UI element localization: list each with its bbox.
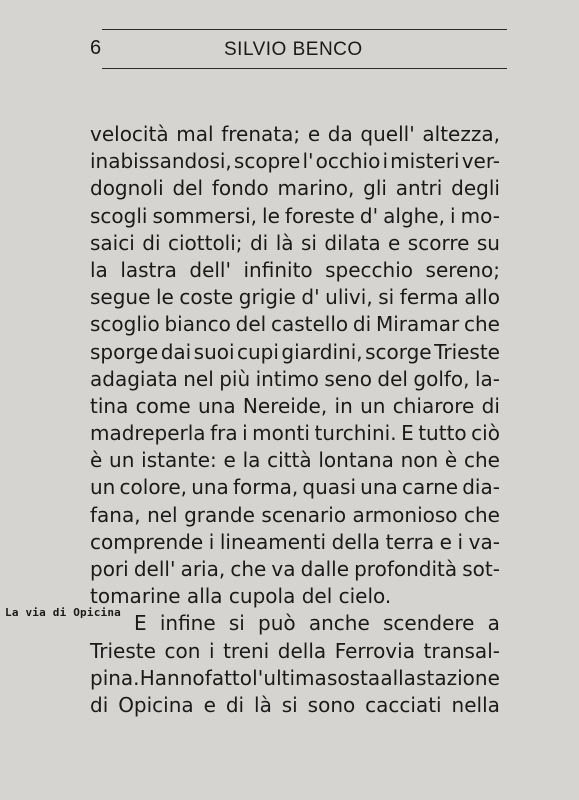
margin-note: La via di Opicina [5,606,121,619]
word: velocità [90,122,169,146]
word: va- [468,529,500,554]
word: sot- [462,557,500,581]
word: e [223,448,236,473]
word: sereno; [425,257,500,282]
word: chiarore [392,393,475,418]
text-line [90,610,500,637]
word: d' [301,285,320,310]
word: dognoli [90,176,164,201]
word: ferma [399,285,459,310]
word: più [219,366,251,391]
word: i [242,421,248,446]
word: ver- [461,149,500,174]
word: una [191,475,229,500]
word: di [225,692,245,717]
word: si [378,285,395,310]
word: scorge [365,339,432,364]
word: pori [90,557,129,581]
word: monti [252,421,310,446]
word: si [281,692,298,717]
word: del [377,366,408,391]
text-line [90,420,500,447]
word: sosta [326,665,381,690]
word: di [142,230,161,255]
word: fra [210,421,238,446]
text-line [90,692,500,719]
word: dalle [300,557,349,581]
word: va [271,557,296,581]
word: i [450,203,456,228]
word: la- [474,366,500,391]
word: giardini, [281,339,363,364]
word: dia- [462,475,500,500]
text-line: tomarine alla cupola del cielo. [90,584,392,609]
word: dilata [324,230,381,255]
word: le [155,285,174,310]
word: d' [359,203,379,228]
word: saici [90,230,135,255]
word: si [228,611,245,636]
word: ultima [263,665,327,690]
word: i [382,149,389,174]
word: di [249,230,269,255]
word: carne [401,475,459,500]
word: si [300,230,317,255]
word: coste [179,285,234,310]
word: non [400,448,439,473]
word: è [90,448,103,473]
word: antri [395,176,443,201]
text-line [90,556,500,583]
word: alghe, [383,203,445,228]
word: che [463,448,500,473]
word: di [481,393,500,418]
header-rule-bottom [102,68,507,69]
word: una [360,475,398,500]
word: tina [90,393,129,418]
word: e [307,122,321,146]
word: E [134,611,147,636]
word: è [444,448,458,473]
word: là [254,692,272,717]
word: E [401,421,414,446]
word: terra [385,529,435,554]
text-line [90,148,500,175]
word: gli [363,176,387,201]
word: golfo, [413,366,470,391]
word: le [262,203,280,228]
word: i [208,529,215,554]
word: alla [380,665,416,690]
word: grigie [238,285,296,310]
word: Trieste [90,638,156,663]
word: e [439,529,452,554]
text-line [90,230,500,257]
word: mo- [460,203,500,228]
word: può [258,611,296,636]
word: Miramar [375,312,460,337]
word: aria, [180,557,226,581]
word: ulivi, [325,285,373,310]
word: frenata; [221,122,301,146]
word: pina. [90,665,140,690]
word: scendere [382,611,475,636]
word: fatto [204,665,252,690]
word: dai [160,339,192,364]
text-line [90,257,500,284]
word: tutto [418,421,467,446]
word: di [90,692,109,717]
text-line [90,529,500,556]
word: come [135,393,191,418]
text-line [90,366,500,393]
word: la [242,448,261,473]
word: misteri [390,149,460,174]
header-rule-top [102,29,507,30]
word: Hanno [139,665,205,690]
word: della [277,638,327,663]
word: nel [183,366,214,391]
page-number: 6 [90,37,102,59]
word: occhio [315,149,381,174]
word: che [464,502,500,527]
word: e [388,230,401,255]
running-head: SILVIO BENCO [224,39,363,60]
word: adagiata [90,366,178,391]
word: Opicina [118,692,194,717]
word: sporge [90,339,159,364]
word: Trieste [434,339,500,364]
text-line [90,447,500,474]
text-line [90,311,500,338]
word: l' [252,665,264,690]
word: ciò [471,421,500,446]
word: foreste [284,203,355,228]
word: Nereide, [242,393,328,418]
word: suoi [193,339,235,364]
word: scenario [261,502,347,527]
word: là [275,230,294,255]
word: lastra [120,257,177,282]
text-line [90,203,500,230]
word: infine [159,611,216,636]
word: nel [147,502,178,527]
word: comprende [90,529,204,554]
word: forma, [232,475,299,500]
word: di [352,312,372,337]
word: da [327,122,353,146]
word: a [487,611,500,636]
text-line [90,175,500,202]
word: madreperla [90,421,206,446]
word: specchio [325,257,414,282]
word: scopre [233,149,301,174]
word: scorre [407,230,470,255]
word: una [198,393,236,418]
word: che [463,312,500,337]
word: città [267,448,312,473]
word: treni [223,638,270,663]
word: turchini. [314,421,397,446]
word: e [203,692,216,717]
word: che [230,557,267,581]
word: scogli [90,203,148,228]
word: i [208,638,215,663]
word: i [457,529,464,554]
word: scoglio [90,312,160,337]
word: grande [184,502,255,527]
text-line [90,121,500,148]
word: mal [176,122,214,146]
word: lontana [318,448,394,473]
word: degli [451,176,500,201]
word: dell' [189,257,231,282]
word: armonioso [352,502,458,527]
word: fondo [211,176,269,201]
word: intimo [255,366,319,391]
word: fana, [90,502,141,527]
body-text [90,121,500,719]
word: con [164,638,201,663]
word: marino, [277,176,355,201]
word: cupi [237,339,279,364]
word: in [334,393,353,418]
word: la [90,257,108,282]
word: ciottoli; [167,230,243,255]
word: un [360,393,386,418]
text-line [90,638,500,665]
word: dell' [133,557,176,581]
word: quasi [302,475,356,500]
text-line [90,665,500,692]
word: inabissandosi, [90,149,232,174]
word: quell' [360,122,415,146]
word: su [476,230,500,255]
word: transal- [423,638,500,663]
word: altezza, [422,122,500,146]
word: istante: [141,448,217,473]
word: anche [308,611,370,636]
word: lineamenti [219,529,327,554]
word: castello [270,312,349,337]
word: segue [90,285,151,310]
text-line [90,339,500,366]
word: un [90,475,116,500]
word: colore, [119,475,188,500]
word: seno [324,366,372,391]
word: stazione [416,665,500,690]
word: profondità [354,557,458,581]
word: allo [464,285,500,310]
text-line [90,284,500,311]
word: bianco [164,312,231,337]
word: sommersi, [152,203,257,228]
word: Ferrovia [334,638,415,663]
word: del [235,312,267,337]
word: cacciati [365,692,442,717]
word: della [331,529,381,554]
word: nella [451,692,500,717]
word: del [172,176,204,201]
word: sono [307,692,356,717]
text-line [90,502,500,529]
text-line [90,474,500,501]
text-line [90,393,500,420]
word: l' [302,149,314,174]
word: infinito [243,257,313,282]
word: un [109,448,135,473]
